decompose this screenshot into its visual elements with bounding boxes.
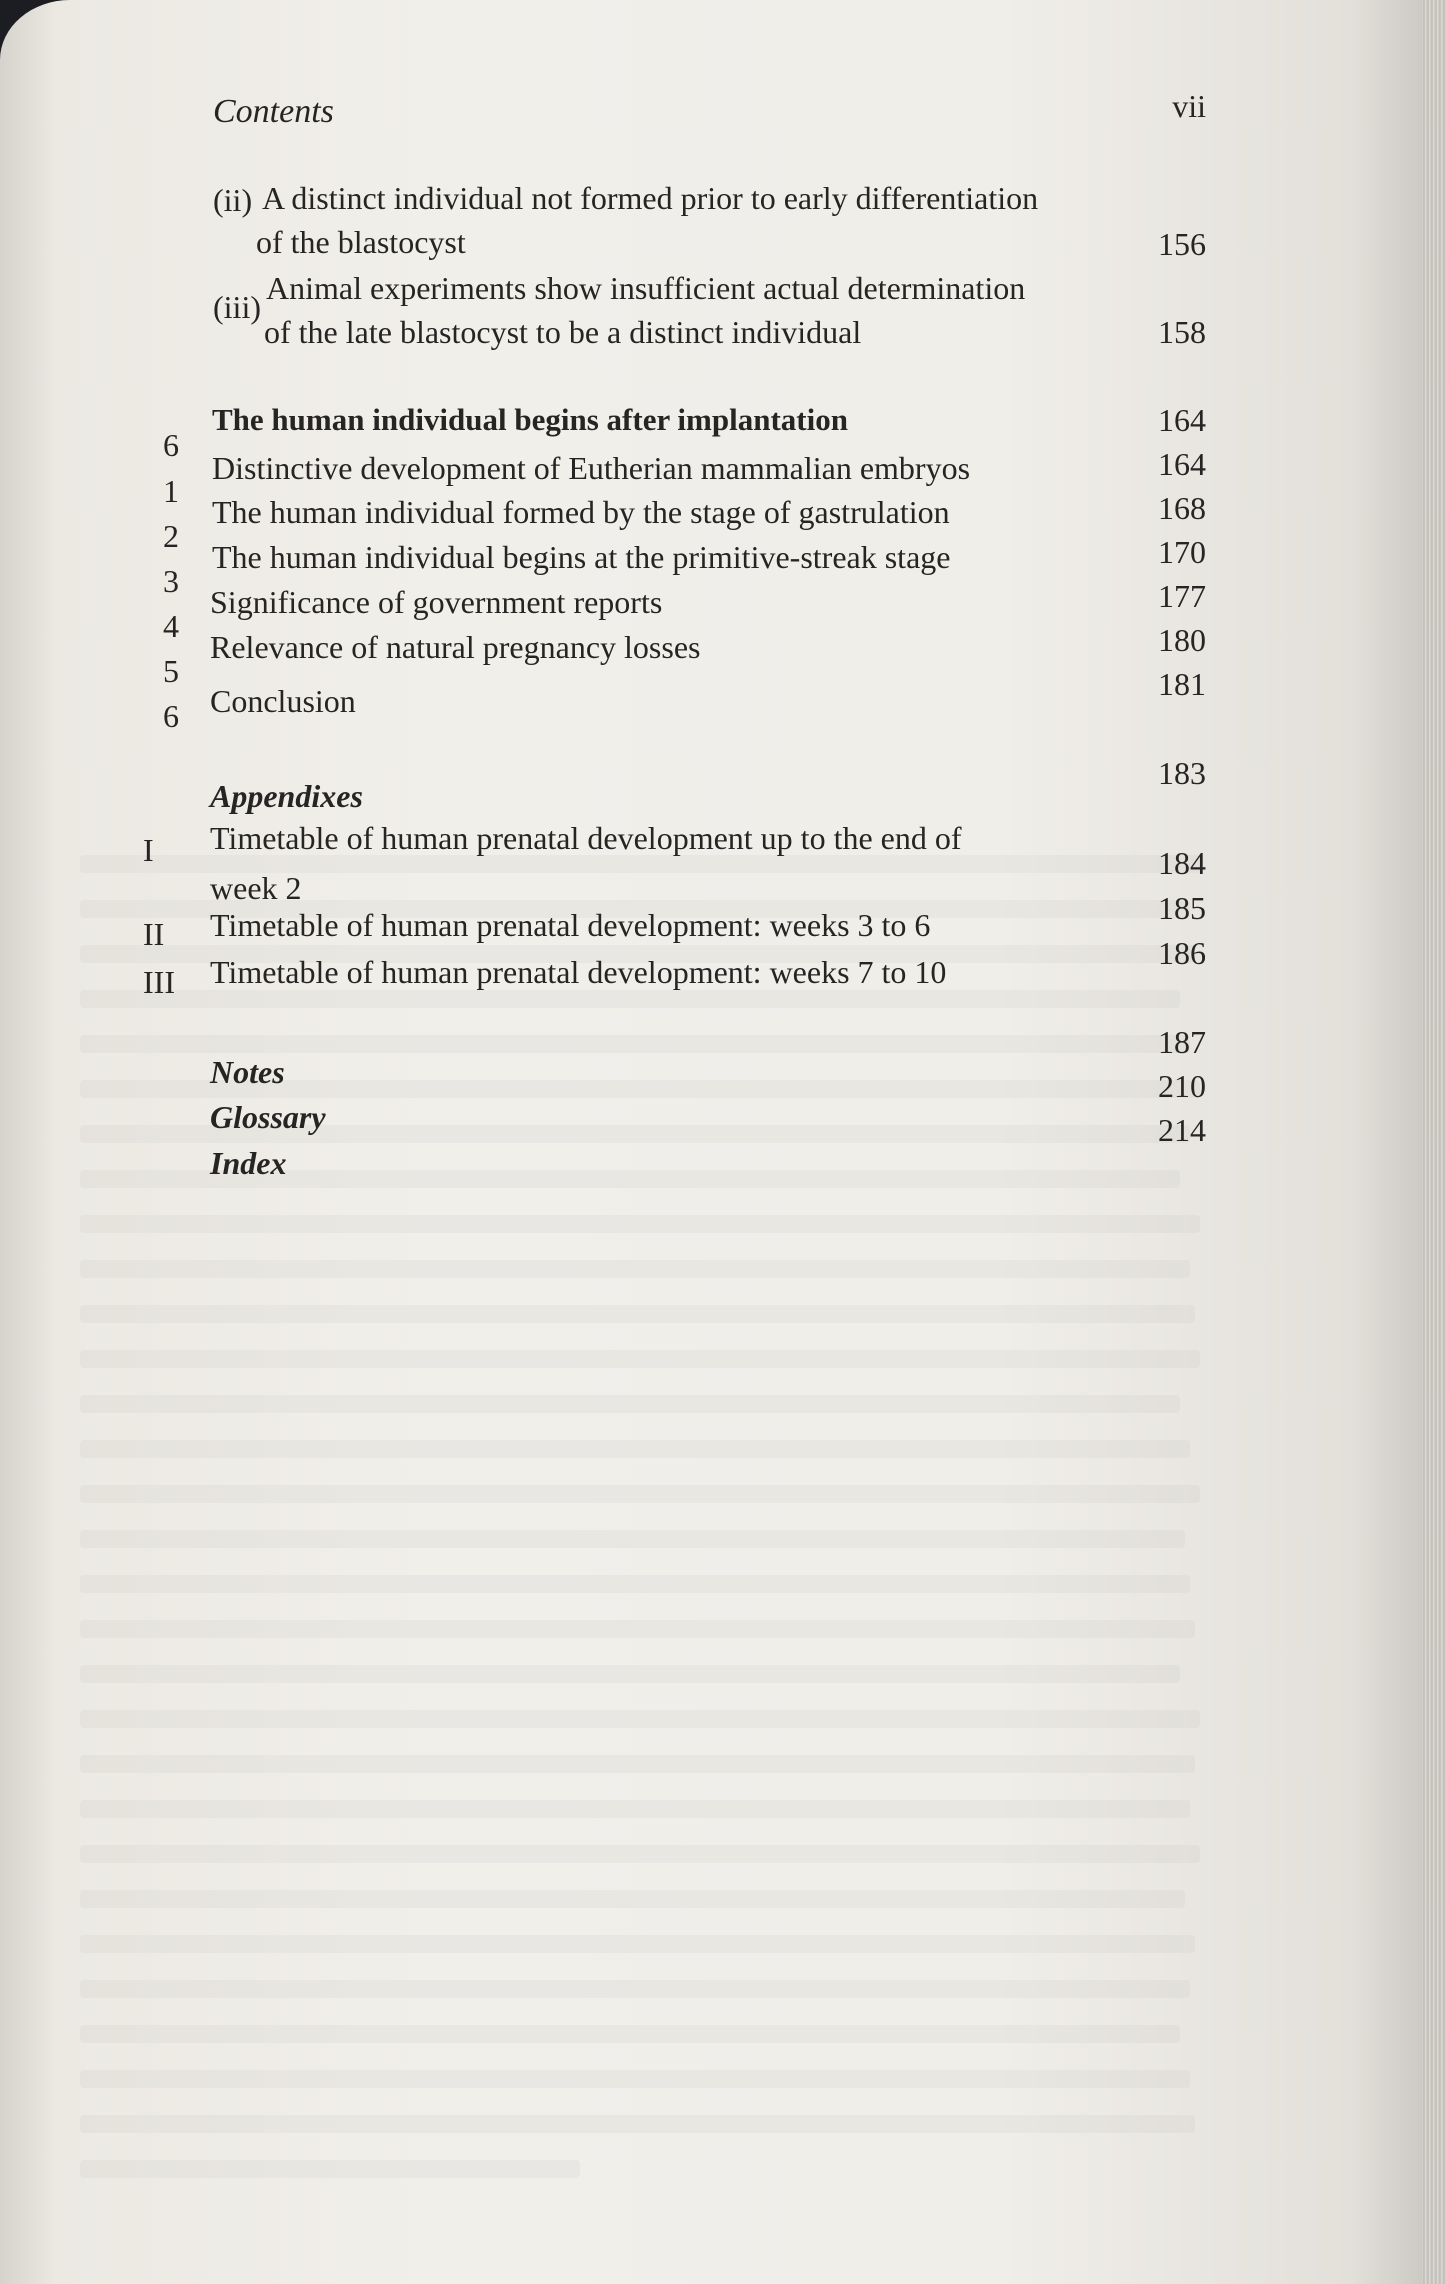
section-page: 170 <box>1158 534 1206 570</box>
section-title: Significance of government reports <box>210 584 663 620</box>
back-matter-title: Index <box>210 1145 287 1181</box>
entry-page: 156 <box>1158 226 1206 262</box>
chapter-number: 6 <box>163 427 179 463</box>
appendix-title: Timetable of human prenatal development: weeks 3 to 6 <box>210 907 931 943</box>
appendix-title: Timetable of human prenatal development: weeks 7 to 10 <box>210 954 947 990</box>
section-title: Conclusion <box>210 683 356 719</box>
appendixes-heading: Appendixes <box>210 778 363 814</box>
appendix-page: 184 <box>1158 845 1206 881</box>
appendix-numeral: I <box>143 832 154 868</box>
section-page: 181 <box>1158 666 1206 702</box>
appendix-title-line1: Timetable of human prenatal development up to the end of <box>210 820 962 856</box>
section-number: 5 <box>163 653 179 689</box>
section-number: 4 <box>163 608 179 644</box>
appendix-numeral: II <box>143 916 165 952</box>
appendix-numeral: III <box>143 964 175 1000</box>
book-page-edges <box>1422 0 1445 2284</box>
section-page: 168 <box>1158 490 1206 526</box>
section-page: 177 <box>1158 578 1206 614</box>
back-matter-title: Glossary <box>210 1099 326 1135</box>
chapter-page: 164 <box>1158 402 1206 438</box>
running-title: Contents <box>213 93 334 130</box>
entry-title-line1: Animal experiments show insufficient actual determination <box>266 270 1026 306</box>
section-number: 6 <box>163 698 179 734</box>
entry-marker: (iii) <box>213 289 261 325</box>
back-matter-title: Notes <box>210 1054 285 1090</box>
chapter-title: The human individual begins after implantation <box>212 402 848 437</box>
entry-title-line2: of the late blastocyst to be a distinct individual <box>264 314 862 350</box>
section-title: Distinctive development of Eutherian mammalian embryos <box>212 450 971 486</box>
section-number: 1 <box>163 473 179 509</box>
back-matter-page: 214 <box>1158 1112 1206 1148</box>
appendix-page: 185 <box>1158 890 1206 926</box>
entry-page: 158 <box>1158 314 1206 350</box>
appendix-page: 186 <box>1158 935 1206 971</box>
section-number: 3 <box>163 563 179 599</box>
section-page: 164 <box>1158 446 1206 482</box>
appendix-title-line2: week 2 <box>210 870 302 906</box>
section-number: 2 <box>163 518 179 554</box>
section-title: The human individual begins at the primitive-streak stage <box>212 539 951 575</box>
back-matter-page: 210 <box>1158 1068 1206 1104</box>
section-page: 180 <box>1158 622 1206 658</box>
page-number: vii <box>1172 88 1206 124</box>
back-matter-page: 187 <box>1158 1024 1206 1060</box>
section-title: The human individual formed by the stage of gastrulation <box>212 494 950 530</box>
entry-marker: (ii) <box>213 182 253 218</box>
entry-title-line2: of the blastocyst <box>256 224 466 260</box>
section-title: Relevance of natural pregnancy losses <box>210 629 701 665</box>
entry-title-line1: A distinct individual not formed prior to early differentiation <box>262 180 1039 216</box>
appendixes-page: 183 <box>1158 755 1206 791</box>
